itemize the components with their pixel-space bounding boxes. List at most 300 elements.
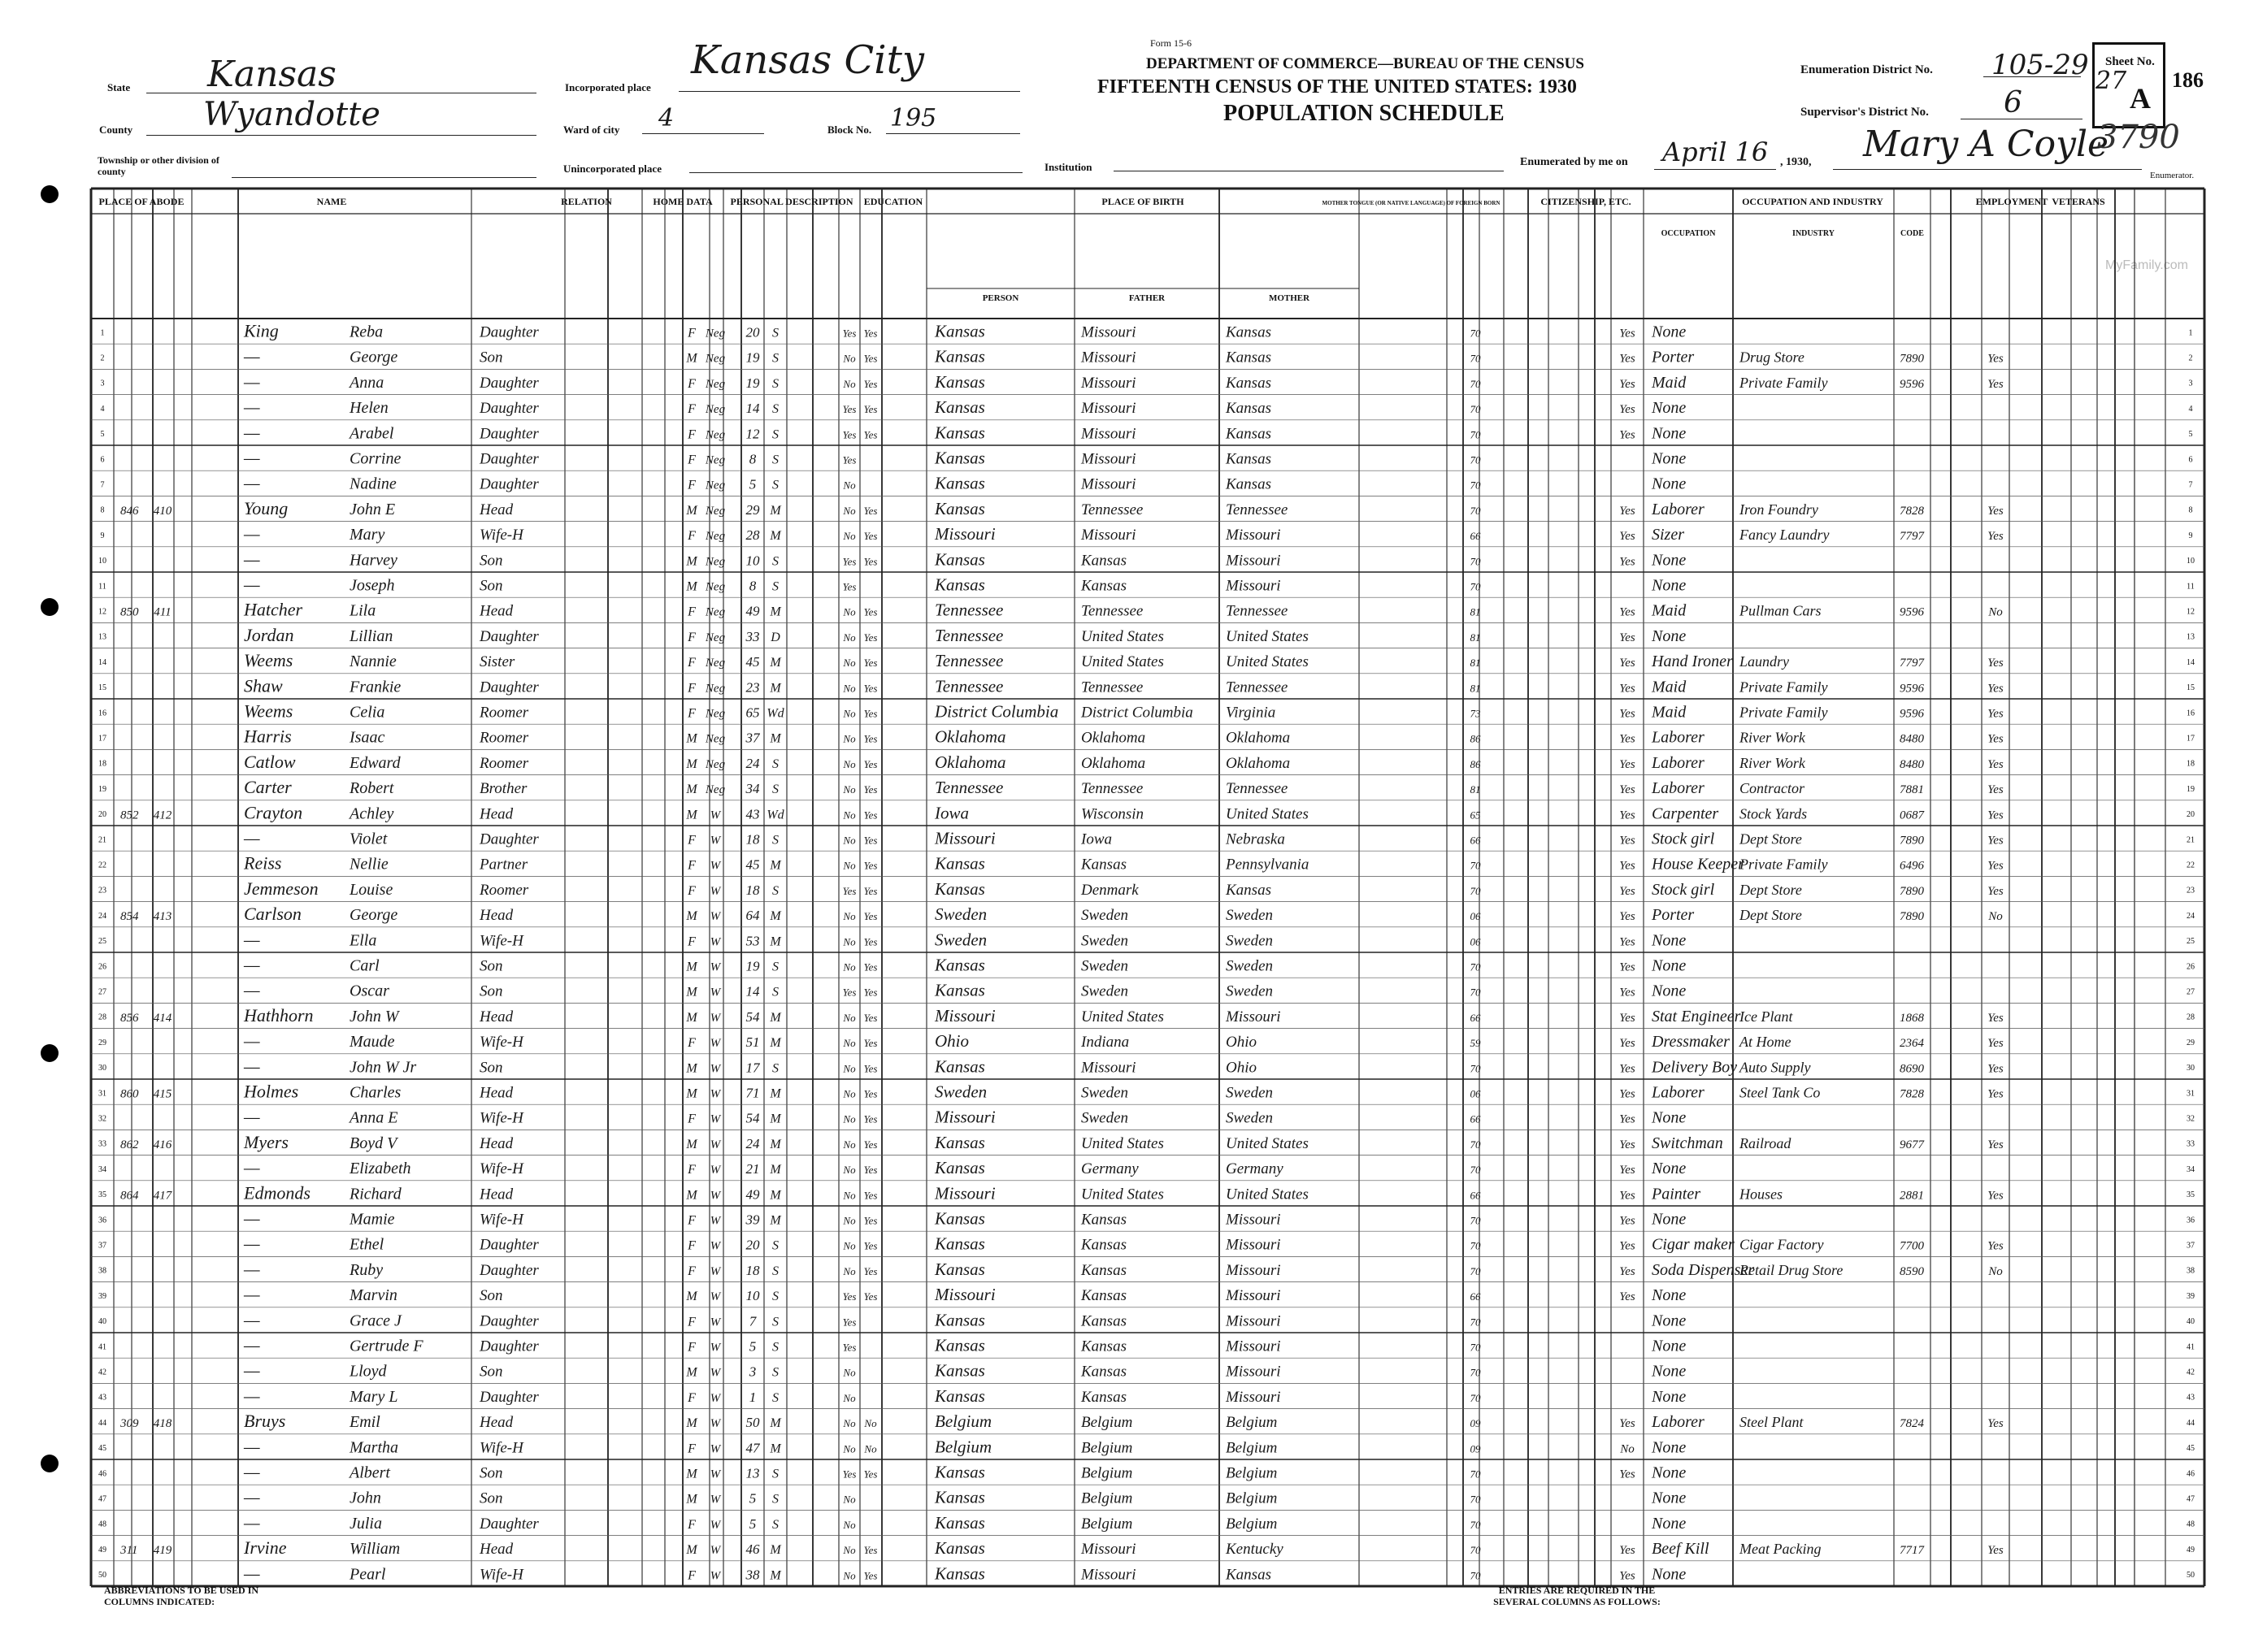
birth-code: 66	[1470, 1290, 1481, 1303]
marital-status: S	[772, 402, 779, 417]
birthplace-father: Kansas	[1081, 1236, 1127, 1254]
birthplace-father: Sweden	[1081, 1109, 1129, 1127]
relation: Daughter	[480, 323, 539, 341]
row-number: 23	[2187, 886, 2195, 895]
birthplace-person: Kansas	[935, 980, 985, 1000]
birth-code: 81	[1470, 783, 1481, 796]
birthplace-mother: Ohio	[1226, 1034, 1257, 1051]
school-attendance: Yes	[842, 428, 857, 441]
birthplace-mother: Kansas	[1226, 475, 1271, 493]
birth-code: 70	[1470, 555, 1481, 568]
enumerated-date: April 16	[1662, 137, 1769, 167]
marital-status: M	[770, 503, 781, 518]
birthplace-person: Kansas	[935, 549, 985, 570]
industry: Private Family	[1739, 374, 1828, 391]
race: Neg	[705, 757, 726, 771]
employed: Yes	[1987, 809, 2004, 822]
relation: Head	[480, 501, 514, 518]
sex: M	[686, 554, 697, 569]
relation: Head	[480, 1541, 514, 1559]
speaks-english: Yes	[1619, 1087, 1635, 1101]
birth-subheading: PERSON	[982, 293, 1019, 303]
row-number: 14	[98, 657, 106, 667]
row-number: 18	[2187, 759, 2195, 769]
given-name: Pearl	[350, 1565, 386, 1584]
birthplace-person: Tennessee	[935, 651, 1004, 671]
occupation: None	[1652, 399, 1687, 418]
sex: F	[688, 1213, 696, 1228]
birthplace-father: Denmark	[1081, 881, 1139, 899]
school-attendance: No	[843, 960, 856, 973]
birthplace-father: Kansas	[1081, 1338, 1127, 1355]
row-number: 19	[98, 784, 106, 794]
sex: M	[686, 1416, 697, 1431]
can-read: Yes	[863, 1087, 878, 1100]
birthplace-mother: Tennessee	[1226, 780, 1288, 798]
relation: Wife-H	[480, 1034, 523, 1051]
industry: Meat Packing	[1739, 1541, 1822, 1558]
marital-status: S	[772, 1517, 779, 1532]
school-attendance: No	[843, 1138, 856, 1151]
occupation: None	[1652, 449, 1687, 468]
birth-code: 70	[1470, 884, 1481, 897]
birthplace-person: Missouri	[935, 524, 996, 544]
occupation: None	[1652, 1438, 1687, 1457]
marital-status: Wd	[767, 808, 784, 822]
school-attendance: No	[843, 1011, 856, 1024]
occupation: None	[1652, 424, 1687, 443]
birthplace-person: Oklahoma	[935, 752, 1006, 772]
occupation: None	[1652, 1286, 1687, 1305]
birthplace-mother: Oklahoma	[1226, 729, 1291, 747]
given-name: Joseph	[350, 576, 395, 595]
industry: Stock Yards	[1739, 805, 1808, 822]
marital-status: S	[772, 960, 779, 974]
birthplace-father: Missouri	[1081, 374, 1136, 392]
relation: Head	[480, 1414, 514, 1432]
school-attendance: No	[843, 1518, 856, 1531]
birth-code: 70	[1470, 1341, 1481, 1354]
birth-code: 59	[1470, 1037, 1481, 1050]
marital-status: S	[772, 1340, 779, 1355]
department-title: DEPARTMENT OF COMMERCE—BUREAU OF THE CENSUS	[1146, 55, 1584, 72]
surname: Holmes	[244, 1081, 299, 1102]
occupation: None	[1652, 1312, 1687, 1330]
speaks-english: Yes	[1619, 1468, 1635, 1481]
can-read: Yes	[863, 1239, 878, 1252]
row-number: 35	[98, 1190, 106, 1200]
occupation-code: 7881	[1900, 783, 1924, 797]
race: Neg	[705, 682, 726, 696]
birthplace-person: Kansas	[935, 1208, 985, 1229]
sex: F	[688, 630, 696, 644]
marital-status: S	[772, 427, 779, 442]
employed: Yes	[1987, 1062, 2004, 1076]
school-attendance: No	[843, 834, 856, 847]
school-attendance: No	[843, 1493, 856, 1506]
birth-code: 70	[1470, 1391, 1481, 1404]
birthplace-father: United States	[1081, 1134, 1164, 1152]
birth-code: 70	[1470, 1239, 1481, 1252]
birthplace-father: Belgium	[1081, 1515, 1133, 1533]
sex: F	[688, 656, 696, 670]
occupation: Beef Kill	[1652, 1540, 1709, 1559]
race: W	[710, 834, 721, 848]
birth-code: 81	[1470, 682, 1481, 695]
marital-status: Wd	[767, 706, 784, 721]
sex: M	[686, 1290, 697, 1304]
given-name: Julia	[350, 1514, 382, 1533]
surname: —	[244, 1563, 260, 1584]
age: 54	[745, 1008, 760, 1025]
school-attendance: No	[843, 935, 856, 948]
industry: Cigar Factory	[1739, 1236, 1824, 1253]
given-name: Emil	[350, 1413, 380, 1432]
can-read: Yes	[863, 859, 878, 872]
occupation: None	[1652, 956, 1687, 975]
can-read: Yes	[863, 910, 878, 923]
marital-status: M	[770, 1112, 781, 1126]
occupation: None	[1652, 1210, 1687, 1229]
marital-status: M	[770, 681, 781, 696]
birthplace-father: Wisconsin	[1081, 805, 1144, 823]
marital-status: S	[772, 783, 779, 797]
given-name: Corrine	[350, 449, 402, 468]
can-read: Yes	[863, 1011, 878, 1024]
column-group-heading: PERSONAL DESCRIPTION	[730, 196, 853, 207]
sex: F	[688, 453, 696, 467]
occupation: Stock girl	[1652, 830, 1715, 848]
birthplace-father: Oklahoma	[1081, 729, 1146, 747]
school-attendance: No	[843, 530, 856, 543]
row-number: 23	[98, 886, 106, 895]
occupation: Laborer	[1652, 779, 1705, 798]
school-attendance: No	[843, 910, 856, 923]
occupation: None	[1652, 551, 1687, 570]
sex: F	[688, 1112, 696, 1126]
employed: Yes	[1987, 1544, 2004, 1558]
occupation: None	[1652, 982, 1687, 1000]
row-number: 8	[2188, 505, 2193, 515]
birth-code: 06	[1470, 1087, 1481, 1100]
birthplace-mother: Missouri	[1226, 1236, 1281, 1254]
occupation-code: 7700	[1900, 1239, 1924, 1253]
age: 23	[745, 679, 760, 696]
birth-code: 66	[1470, 530, 1481, 543]
employed: No	[1988, 1264, 2003, 1278]
sex: F	[688, 1315, 696, 1329]
given-name: Lloyd	[350, 1362, 387, 1381]
surname: —	[244, 1486, 260, 1507]
marital-status: S	[772, 453, 779, 467]
birthplace-father: Belgium	[1081, 1414, 1133, 1432]
birthplace-father: Sweden	[1081, 907, 1129, 925]
row-number: 34	[98, 1164, 106, 1174]
speaks-english: Yes	[1619, 960, 1635, 974]
race: W	[710, 1569, 721, 1583]
surname: —	[244, 1385, 260, 1406]
birthplace-mother: Sweden	[1226, 1109, 1274, 1127]
industry: Laundry	[1739, 653, 1790, 670]
employed: No	[1988, 910, 2003, 924]
school-attendance: No	[843, 1189, 856, 1202]
county-value: Wyandotte	[203, 96, 380, 133]
birthplace-person: Kansas	[935, 1563, 985, 1584]
column-group-heading: MOTHER TONGUE (OR NATIVE LANGUAGE) OF FOREIGN BORN	[1322, 200, 1500, 206]
sex: M	[686, 960, 697, 974]
surname: —	[244, 422, 260, 443]
birthplace-father: United States	[1081, 1008, 1164, 1025]
schedule-title: POPULATION SCHEDULE	[1223, 101, 1505, 126]
speaks-english: Yes	[1619, 428, 1635, 442]
birth-subheading: MOTHER	[1268, 293, 1310, 303]
relation: Head	[480, 1084, 514, 1102]
surname: —	[244, 1106, 260, 1127]
speaks-english: Yes	[1619, 783, 1635, 797]
given-name: Louise	[350, 880, 393, 899]
row-number: 46	[2187, 1469, 2195, 1479]
birthplace-father: Missouri	[1081, 349, 1136, 366]
can-read: Yes	[863, 1214, 878, 1227]
birthplace-mother: Belgium	[1226, 1515, 1278, 1533]
occupation: Maid	[1652, 703, 1687, 722]
industry: Dept Store	[1739, 881, 1802, 898]
age: 19	[745, 375, 760, 391]
industry: Private Family	[1739, 856, 1828, 873]
dwelling-number: 862	[120, 1138, 139, 1151]
race: W	[710, 1112, 721, 1126]
birthplace-person: Kansas	[935, 1512, 985, 1533]
school-attendance: No	[843, 479, 856, 492]
birthplace-father: Kansas	[1081, 1363, 1127, 1381]
enumerator-signature: Mary A Coyle	[1863, 124, 2109, 165]
birthplace-mother: Kansas	[1226, 881, 1271, 899]
birthplace-person: Oklahoma	[935, 726, 1006, 747]
age: 12	[745, 426, 760, 442]
surname: —	[244, 827, 260, 848]
birthplace-mother: Kansas	[1226, 323, 1271, 341]
relation: Daughter	[480, 830, 539, 848]
marital-status: S	[772, 478, 779, 492]
school-attendance: No	[843, 732, 856, 745]
school-attendance: No	[843, 707, 856, 720]
occupation: Stat Engineer	[1652, 1007, 1741, 1025]
employed: Yes	[1987, 504, 2004, 518]
employed: Yes	[1987, 682, 2004, 696]
age: 46	[745, 1541, 760, 1558]
census-title: FIFTEENTH CENSUS OF THE UNITED STATES: 1930	[1097, 76, 1577, 98]
speaks-english: Yes	[1619, 1264, 1635, 1278]
age: 65	[745, 705, 760, 721]
surname: —	[244, 929, 260, 950]
race: W	[710, 1417, 721, 1431]
relation: Head	[480, 1186, 514, 1203]
marital-status: S	[772, 1390, 779, 1405]
given-name: Anna	[350, 373, 384, 392]
birthplace-father: Sweden	[1081, 932, 1129, 950]
school-attendance: No	[843, 1112, 856, 1125]
row-number: 24	[98, 911, 106, 921]
row-number: 12	[98, 607, 106, 617]
given-name: Harvey	[350, 551, 397, 570]
marital-status: S	[772, 1290, 779, 1304]
marital-status: S	[772, 579, 779, 594]
school-attendance: No	[843, 1417, 856, 1430]
column-group-heading: NAME	[316, 196, 347, 207]
occupation-code: 7828	[1900, 1087, 1924, 1101]
employed: Yes	[1987, 1189, 2004, 1203]
row-number: 49	[98, 1545, 106, 1554]
sex: M	[686, 985, 697, 999]
birthplace-person: Kansas	[935, 1360, 985, 1381]
speaks-english: Yes	[1619, 657, 1635, 670]
marital-status: M	[770, 1010, 781, 1025]
row-number: 5	[100, 430, 105, 440]
race: W	[710, 1189, 721, 1203]
marital-status: M	[770, 1086, 781, 1101]
relation: Son	[480, 1489, 503, 1507]
birthplace-mother: United States	[1226, 653, 1309, 671]
township-label: Township or other division of county	[98, 154, 219, 177]
speaks-english: Yes	[1619, 1062, 1635, 1076]
row-number: 18	[98, 759, 106, 769]
can-read: Yes	[863, 530, 878, 543]
birthplace-father: Missouri	[1081, 425, 1136, 443]
surname: —	[244, 1309, 260, 1330]
birthplace-mother: Ohio	[1226, 1059, 1257, 1077]
industry: Pullman Cars	[1739, 602, 1822, 619]
birth-code: 70	[1470, 504, 1481, 517]
speaks-english: Yes	[1619, 555, 1635, 569]
relation: Daughter	[480, 1515, 539, 1533]
speaks-english: Yes	[1619, 504, 1635, 518]
race: W	[710, 1062, 721, 1076]
occupation: None	[1652, 1489, 1687, 1507]
can-read: No	[864, 1442, 877, 1455]
birthplace-person: Kansas	[935, 346, 985, 366]
occupation: Delivery Boy	[1652, 1058, 1737, 1077]
birthplace-person: Kansas	[935, 423, 985, 443]
family-number: 410	[153, 504, 172, 518]
age: 5	[749, 1515, 757, 1532]
sex: F	[688, 934, 696, 949]
employed: Yes	[1987, 834, 2004, 848]
column-group-heading: VETERANS	[2052, 196, 2105, 207]
birthplace-mother: Belgium	[1226, 1464, 1278, 1482]
race: W	[710, 1518, 721, 1532]
speaks-english: Yes	[1619, 809, 1635, 822]
birthplace-mother: Missouri	[1226, 552, 1281, 570]
given-name: John W	[350, 1007, 399, 1025]
row-number: 10	[98, 557, 106, 566]
sex: M	[686, 1467, 697, 1481]
age: 20	[745, 1237, 760, 1253]
race: Neg	[705, 732, 726, 746]
row-number: 25	[2187, 937, 2195, 947]
race: W	[710, 1264, 721, 1278]
row-number: 36	[98, 1216, 106, 1225]
race: Neg	[705, 707, 726, 721]
surname: —	[244, 345, 260, 366]
occupation: Hand Ironer	[1652, 653, 1733, 671]
can-read: Yes	[863, 1264, 878, 1277]
marital-status: S	[772, 554, 779, 569]
birth-code: 06	[1470, 935, 1481, 948]
enumerated-year: , 1930,	[1780, 156, 1812, 168]
age: 54	[745, 1110, 760, 1126]
family-number: 417	[153, 1189, 172, 1203]
birthplace-father: Sweden	[1081, 957, 1129, 975]
occupation-code: 7890	[1900, 910, 1924, 924]
relation: Son	[480, 577, 503, 595]
occupation-code: 7890	[1900, 352, 1924, 366]
speaks-english: Yes	[1619, 327, 1635, 340]
relation: Wife-H	[480, 1439, 523, 1457]
institution-label: Institution	[1044, 161, 1092, 173]
can-read: No	[864, 1417, 877, 1430]
school-attendance: No	[843, 605, 856, 618]
speaks-english: Yes	[1619, 1214, 1635, 1228]
row-number: 8	[100, 505, 105, 515]
row-number: 17	[98, 734, 106, 744]
race: W	[710, 935, 721, 949]
birthplace-mother: Belgium	[1226, 1414, 1278, 1432]
marital-status: S	[772, 1365, 779, 1380]
surname: Crayton	[244, 802, 303, 823]
race: W	[710, 1214, 721, 1228]
relation: Daughter	[480, 1388, 539, 1406]
row-number: 26	[98, 962, 106, 972]
birthplace-mother: Missouri	[1226, 1363, 1281, 1381]
birthplace-person: Kansas	[935, 1487, 985, 1507]
speaks-english: Yes	[1619, 1138, 1635, 1151]
birthplace-father: Kansas	[1081, 856, 1127, 874]
row-number: 16	[2187, 709, 2195, 718]
occupation-code: 8480	[1900, 757, 1924, 771]
industry: Houses	[1739, 1186, 1783, 1203]
sheet-letter: A	[2130, 82, 2151, 115]
row-number: 29	[98, 1038, 106, 1047]
school-attendance: No	[843, 757, 856, 770]
relation: Daughter	[480, 1312, 539, 1330]
birth-code: 70	[1470, 377, 1481, 390]
row-number: 27	[98, 987, 106, 997]
birthplace-person: Sweden	[935, 904, 988, 925]
birthplace-mother: Sweden	[1226, 957, 1274, 975]
industry: Fancy Laundry	[1739, 527, 1830, 544]
birthplace-mother: United States	[1226, 1186, 1309, 1203]
row-number: 47	[98, 1494, 106, 1504]
birth-code: 70	[1470, 1468, 1481, 1481]
can-read: Yes	[863, 682, 878, 695]
race: Neg	[705, 657, 726, 670]
occupation-code: 1868	[1900, 1011, 1924, 1025]
family-number: 419	[153, 1544, 172, 1558]
occupation: Maid	[1652, 373, 1687, 392]
speaks-english: Yes	[1619, 1239, 1635, 1253]
birth-code: 70	[1470, 1569, 1481, 1582]
speaks-english: Yes	[1619, 1569, 1635, 1583]
birthplace-person: Kansas	[935, 1259, 985, 1279]
row-number: 32	[98, 1114, 106, 1124]
sex: F	[688, 1238, 696, 1253]
surname: Weems	[244, 650, 293, 671]
surname: Bruys	[244, 1411, 286, 1432]
given-name: Oscar	[350, 982, 389, 1000]
birth-code: 70	[1470, 1062, 1481, 1075]
birthplace-person: Kansas	[935, 498, 985, 518]
industry: Ice Plant	[1739, 1008, 1793, 1025]
